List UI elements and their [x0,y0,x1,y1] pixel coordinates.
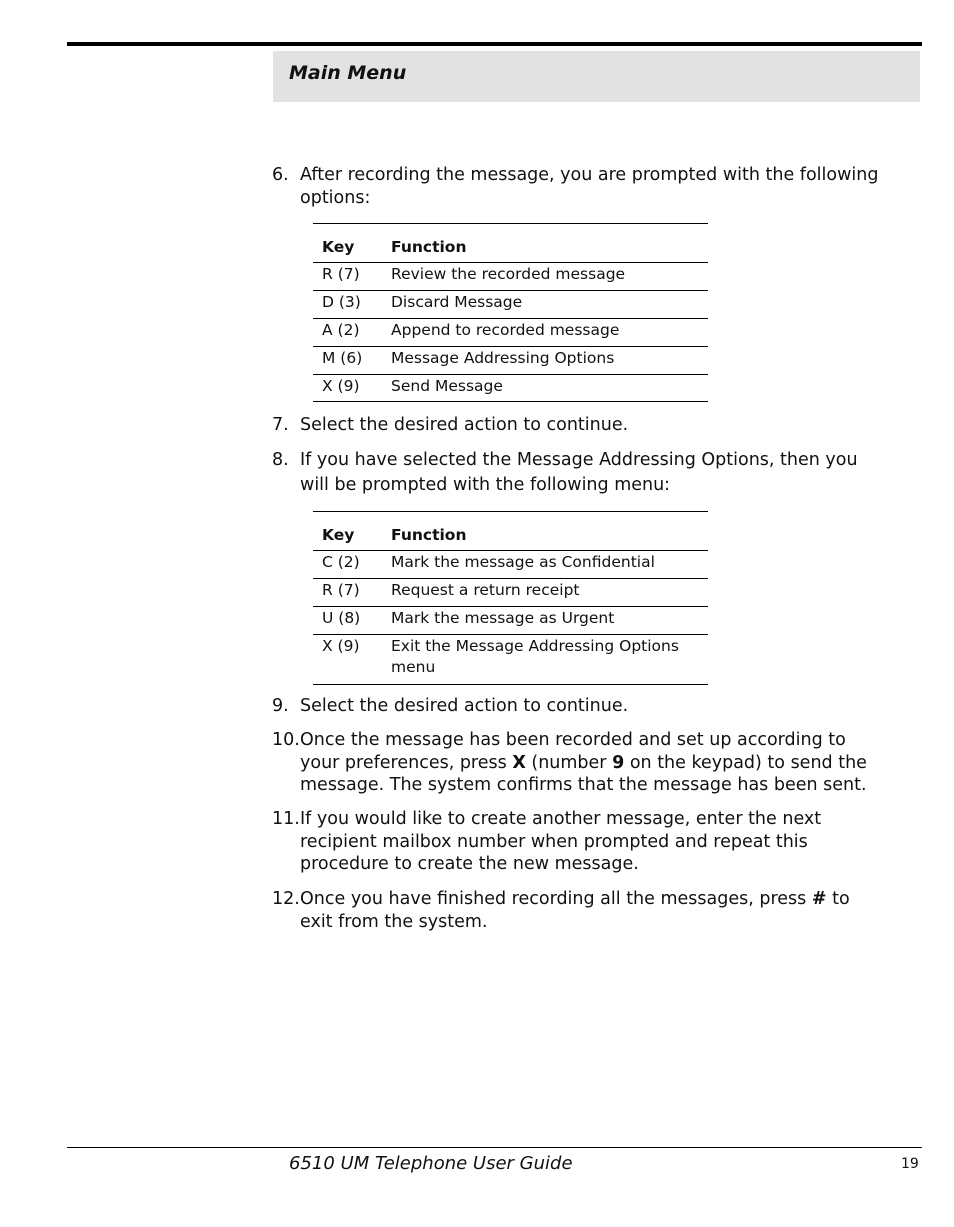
function-header: Function [391,238,467,256]
footer-title: 6510 UM Telephone User Guide [289,1153,573,1174]
table-header-row [313,223,708,262]
table-row: A (2) Append to recorded message [313,318,708,346]
table-header-row [313,511,708,550]
key-header: Key [322,238,355,256]
options-table [313,223,708,402]
section-header [273,51,920,102]
step-6: 6. After recording the message, you are prompted with the following options: [272,165,879,208]
table-row: M (6) Message Addressing Options [313,346,708,374]
table-row: X (9) Exit the Message Addressing Options menu [313,634,708,685]
table-row: C (2) Mark the message as Confidential [313,550,708,578]
page-number: 19 [901,1156,919,1172]
step-10: 10. Once the message has been recorded and set up according to your preferences, press X (number 9 on the keypad) to send the message. The system confirms that the message has been sent. [272,730,867,795]
step-9: 9. Select the desired action to continue. [272,696,629,716]
step-7: 7. Select the desired action to continue. [272,415,629,435]
function-header: Function [391,526,467,544]
footer-rule [67,1147,922,1148]
table-row: U (8) Mark the message as Urgent [313,606,708,634]
table-row: X (9) Send Message [313,374,708,402]
top-rule [67,42,922,46]
table-row: D (3) Discard Message [313,290,708,318]
step-8: 8. If you have selected the Message Addressing Options, then you will be prompted with the following menu: [272,450,858,495]
step-12: 12. Once you have finished recording all the messages, press # to exit from the system. [272,889,850,932]
addressing-options-table [313,511,708,685]
table-row: R (7) Request a return receipt [313,578,708,606]
key-header: Key [322,526,355,544]
section-title: Main Menu [289,62,407,84]
step-11: 11. If you would like to create another message, enter the next recipient mailbox number when prompted and repeat this procedure to create the new message. [272,809,822,874]
table-row: R (7) Review the recorded message [313,262,708,290]
